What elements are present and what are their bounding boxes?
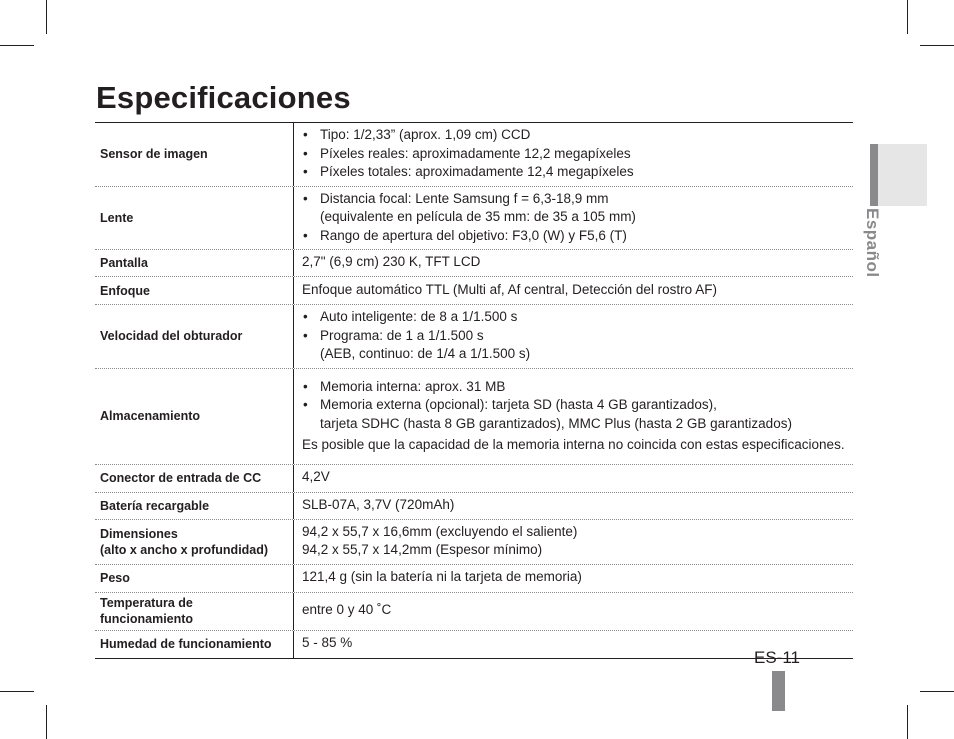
spec-label-text: Almacenamiento [100, 409, 201, 423]
spec-value [294, 465, 853, 492]
spec-value [294, 187, 853, 250]
spec-bullet-item: • Distancia focal: Lente Samsung f = 6,3-18,9 mm (equivalente en película de 35 mm: de 35 a 105 mm) [302, 190, 853, 227]
crop-mark [0, 691, 34, 692]
page-title: Especificaciones [96, 80, 351, 115]
spec-bullet-item: • Memoria externa (opcional): tarjeta SD (hasta 4 GB garantizados), tarjeta SDHC (hasta 8 GB garantizados), MMC Plus (hasta 2 GB garantizados) [302, 396, 853, 433]
crop-mark [907, 0, 908, 34]
spec-label-text: Conector de entrada de CC [100, 471, 262, 485]
crop-mark [920, 691, 954, 692]
spec-value-text: Enfoque automático TTL (Multi af, Af central, Detección del rostro AF) [302, 281, 717, 297]
spec-bullet-list [302, 190, 853, 246]
spec-bullet-item: • Auto inteligente: de 8 a 1/1.500 s [302, 308, 853, 327]
spec-value-text: SLB-07A, 3,7V (720mAh) [302, 496, 455, 512]
spec-label [95, 593, 294, 630]
spec-label-text: Sensor de imagen [100, 147, 208, 162]
spec-bullet-list [302, 308, 853, 364]
spec-value [294, 369, 853, 464]
spec-value [294, 250, 853, 276]
spec-label-text: Velocidad del obturador [100, 329, 243, 344]
language-label: Español [863, 208, 882, 278]
spec-label-text: Batería recargable [100, 498, 210, 513]
crop-mark [46, 0, 47, 34]
spec-table [95, 122, 853, 659]
spec-label [95, 520, 294, 564]
language-tab-bar [870, 144, 878, 206]
spec-label-text: Temperatura de funcionamiento [100, 596, 194, 626]
spec-label-text: Humedad de funcionamiento [100, 637, 272, 651]
spec-label-text: Enfoque [100, 283, 150, 298]
spec-value-line: 94,2 x 55,7 x 14,2mm (Espesor mínimo) [302, 542, 543, 557]
spec-bullet-list [302, 126, 853, 182]
spec-label-text: Dimensiones (alto x ancho x profundidad) [100, 526, 269, 557]
spec-row [95, 250, 853, 277]
spec-label-text: Pantalla [100, 256, 148, 270]
spec-label [95, 631, 294, 658]
spec-bullet-list [302, 378, 853, 434]
spec-row [95, 465, 853, 493]
spec-label-text: Peso [100, 571, 130, 585]
crop-mark [920, 45, 954, 46]
spec-row [95, 187, 853, 251]
spec-value [294, 593, 853, 630]
spec-bullet-item: • Programa: de 1 a 1/1.500 s (AEB, continuo: de 1/4 a 1/1.500 s) [302, 327, 853, 364]
spec-label [95, 493, 294, 519]
spec-value [294, 565, 853, 592]
spec-label [95, 123, 294, 186]
spec-value [294, 493, 853, 519]
spec-value-text: 4,2V [302, 469, 330, 485]
spec-label [95, 565, 294, 592]
spec-label [95, 465, 294, 492]
spec-row [95, 631, 853, 658]
spec-row [95, 493, 853, 520]
spec-value [294, 277, 853, 304]
spec-value [294, 305, 853, 368]
spec-bullet-item: • Píxeles totales: aproximadamente 12,4 megapíxeles [302, 163, 853, 182]
spec-note: Es posible que la capacidad de la memoria interna no coincida con estas especificaciones. [302, 437, 845, 453]
spec-label [95, 187, 294, 250]
spec-row [95, 305, 853, 369]
spec-bullet-item: • Memoria interna: aprox. 31 MB [302, 378, 853, 397]
spec-label-text: Lente [100, 210, 134, 225]
spec-row [95, 520, 853, 565]
crop-mark [46, 705, 47, 739]
spec-value-text: 121,4 g (sin la batería ni la tarjeta de memoria) [302, 569, 582, 585]
spec-bullet-item: • Píxeles reales: aproximadamente 12,2 megapíxeles [302, 145, 853, 164]
spec-label [95, 277, 294, 304]
spec-row [95, 369, 853, 465]
spec-value-line: 94,2 x 55,7 x 16,6mm (excluyendo el saliente) [302, 523, 578, 539]
page-number: ES-11 [754, 648, 800, 667]
spec-value-text: 2,7" (6,9 cm) 230 K, TFT LCD [302, 254, 481, 270]
spec-row [95, 593, 853, 631]
crop-mark [907, 705, 908, 739]
spec-label [95, 305, 294, 368]
page-number-tab [772, 671, 785, 711]
spec-value-text: 5 - 85 % [302, 635, 353, 651]
spec-row [95, 565, 853, 593]
spec-row [95, 277, 853, 305]
language-tab [870, 144, 927, 206]
spec-value-text: entre 0 y 40 ˚C [302, 602, 392, 618]
crop-mark [0, 45, 34, 46]
spec-value [294, 123, 853, 186]
spec-bullet-item: • Rango de apertura del objetivo: F3,0 (W) y F5,6 (T) [302, 227, 853, 246]
spec-row [95, 123, 853, 187]
spec-value [294, 520, 853, 564]
spec-label [95, 250, 294, 276]
spec-bullet-item: • Tipo: 1/2,33” (aprox. 1,09 cm) CCD [302, 126, 853, 145]
spec-label [95, 369, 294, 464]
